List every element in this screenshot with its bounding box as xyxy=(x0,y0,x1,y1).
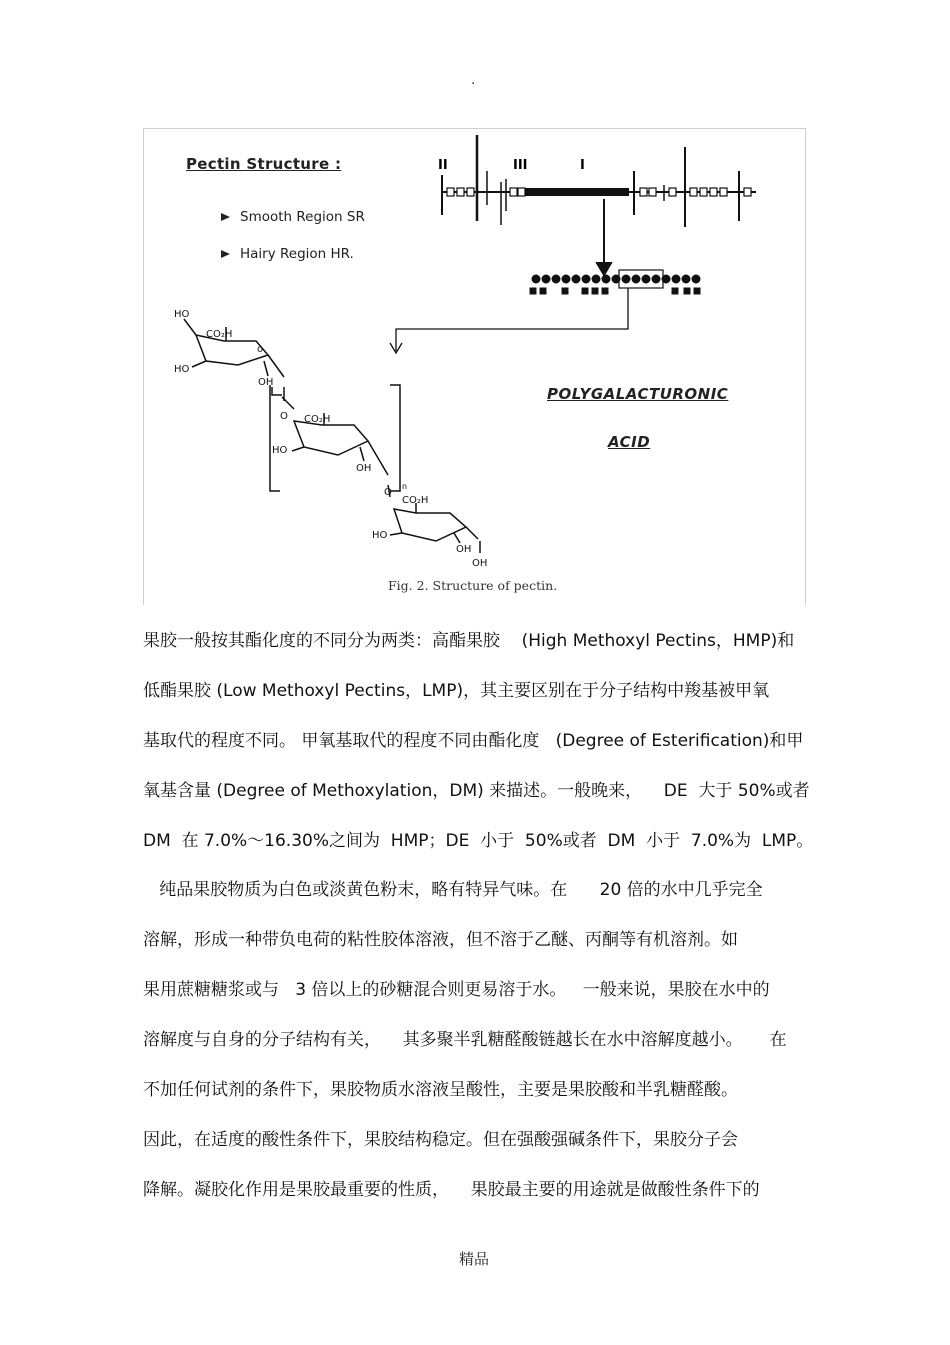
chem-label: HO xyxy=(174,309,190,320)
chem-label: n xyxy=(402,482,408,491)
bullet-arrow-icon xyxy=(221,250,230,258)
chem-label: O xyxy=(280,411,288,422)
pectin-diagram xyxy=(144,129,805,605)
molecule-rings xyxy=(184,319,480,553)
galacturonic-bead-chain xyxy=(530,275,700,294)
chem-label: CO₂H xyxy=(304,414,331,425)
figure-title: Pectin Structure : xyxy=(186,155,342,173)
body-line: 果胶一般按其酯化度的不同分为两类：高酯果胶 (High Methoxyl Pectins，HMP)和 xyxy=(143,631,795,651)
chem-label: HO xyxy=(174,364,190,375)
chem-label: OH xyxy=(456,544,472,555)
chem-label: HO xyxy=(372,530,388,541)
chem-label: HO xyxy=(272,445,288,456)
connector-arrow-icon xyxy=(390,288,628,353)
chem-label: CO₂H xyxy=(402,495,429,506)
chem-label: o xyxy=(257,344,264,355)
region-label-iii: III xyxy=(513,158,528,173)
figure-item-hairy xyxy=(221,246,354,262)
pectin-backbone-chain xyxy=(442,135,756,227)
chem-label: CO₂H xyxy=(206,329,233,340)
body-line: 溶解，形成一种带负电荷的粘性胶体溶液，但不溶于乙醚、丙酮等有机溶剂。如 xyxy=(143,930,738,950)
region-label-i: I xyxy=(580,158,585,173)
figure-caption: Fig. 2. Structure of pectin. xyxy=(388,578,558,593)
pectin-structure-figure xyxy=(143,128,806,605)
figure-item-label: Smooth Region SR xyxy=(240,209,365,225)
body-line: 果用蔗糖糖浆或与 3 倍以上的砂糖混合则更易溶于水。 一般来说，果胶在水中的 xyxy=(143,980,770,1000)
region-label-ii: II xyxy=(438,158,448,173)
body-line: 低酯果胶 (Low Methoxyl Pectins，LMP)，其主要区别在于分子结构中羧基被甲氧 xyxy=(143,681,770,701)
body-line: 氧基含量 (Degree of Methoxylation，DM) 来描述。一般晚来， DE 大于 50%或者 xyxy=(143,781,810,801)
body-line: 因此，在适度的酸性条件下，果胶结构稳定。但在强酸强碱条件下，果胶分子会 xyxy=(143,1130,738,1150)
header-mark: . xyxy=(471,72,476,88)
body-line: 纯品果胶物质为白色或淡黄色粉末，略有特异气味。在 20 倍的水中几乎完全 xyxy=(143,880,763,900)
bullet-arrow-icon xyxy=(221,213,230,221)
molecule-labels xyxy=(174,309,487,569)
chem-label: OH xyxy=(356,463,372,474)
down-arrow-icon xyxy=(597,199,611,275)
acid-label-line1: POLYGALACTURONIC xyxy=(547,385,729,403)
body-line: 不加任何试剂的条件下，果胶物质水溶液呈酸性，主要是果胶酸和半乳糖醛酸。 xyxy=(143,1080,738,1100)
chem-label: OH xyxy=(472,558,488,569)
body-line: 降解。凝胶化作用是果胶最重要的性质， 果胶最主要的用途就是做酸性条件下的 xyxy=(143,1180,760,1200)
acid-label-line2: ACID xyxy=(608,433,651,451)
body-line: 基取代的程度不同。 甲氧基取代的程度不同由酯化度 (Degree of Esterification)和甲 xyxy=(143,731,804,751)
figure-item-label: Hairy Region HR. xyxy=(240,246,354,262)
page-footer-label: 精品 xyxy=(459,1250,490,1268)
chem-label: O xyxy=(384,487,392,498)
body-line: DM 在 7.0%～16.30%之间为 HMP；DE 小于 50%或者 DM 小于 7.0%为 LMP。 xyxy=(143,831,814,851)
figure-item-smooth xyxy=(221,209,365,225)
body-line: 溶解度与自身的分子结构有关， 其多聚半乳糖醛酸链越长在水中溶解度越小。 在 xyxy=(143,1030,787,1050)
chem-label: OH xyxy=(258,377,274,388)
